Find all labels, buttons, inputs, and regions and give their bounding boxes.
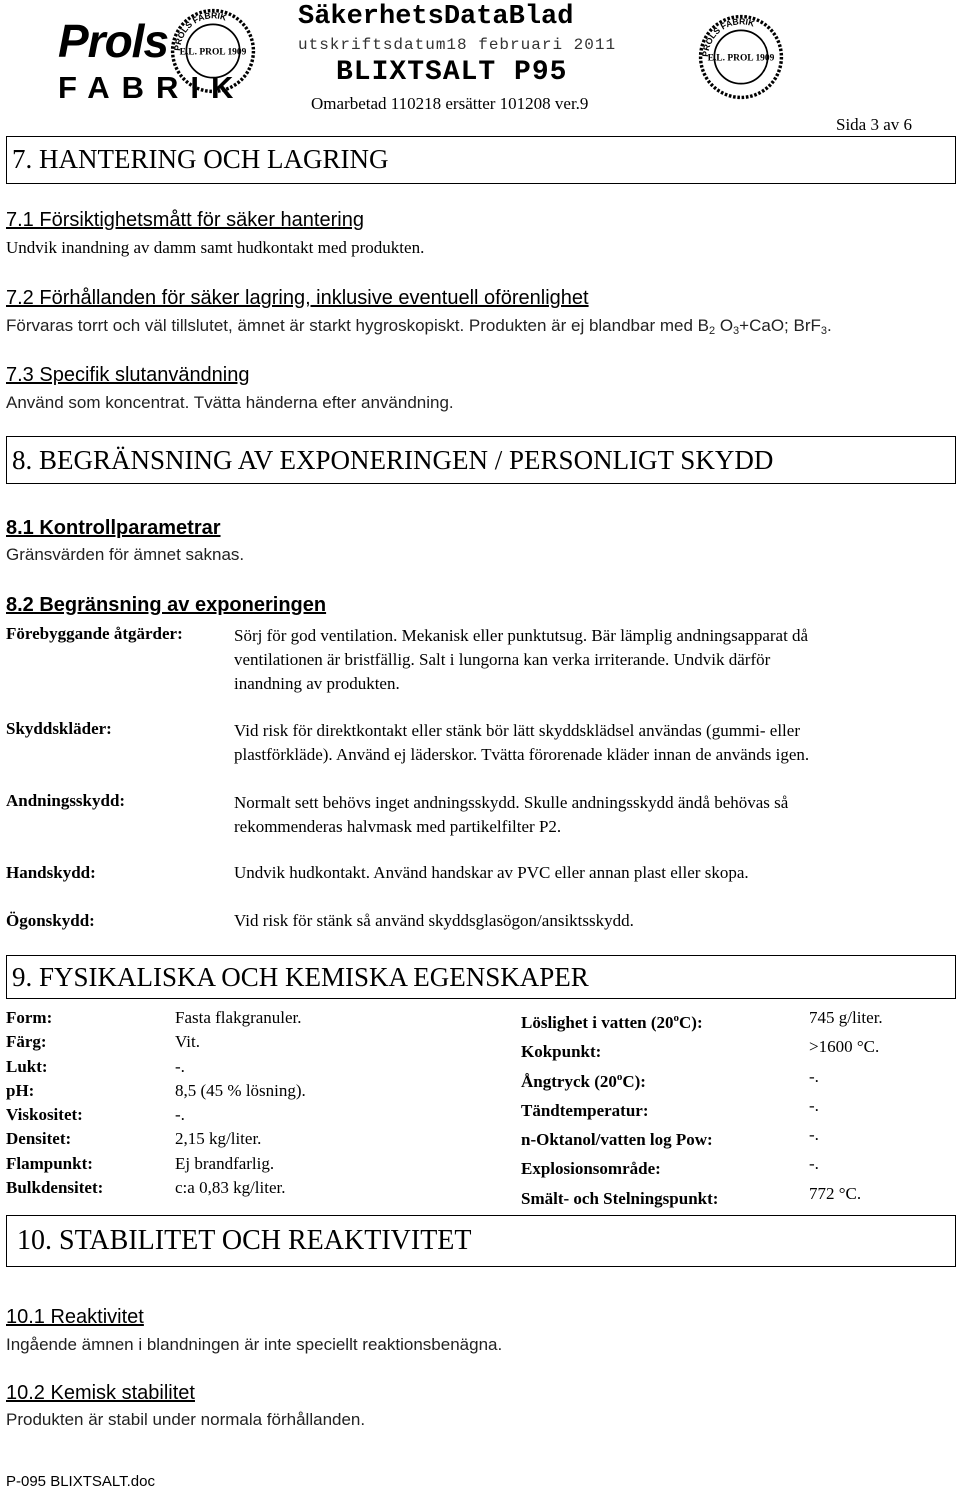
section-10-2-text: Produkten är stabil under normala förhållanden. — [6, 1410, 366, 1429]
protection-text: Undvik hudkontakt. Använd handskar av PVC eller annan plast eller skopa. — [234, 863, 749, 882]
property-value: -. — [809, 1066, 819, 1086]
section-9-heading: 9. FYSIKALISKA OCH KEMISKA EGENSKAPER — [6, 955, 956, 999]
page-number: Sida 3 av 6 — [836, 115, 913, 134]
property-row — [521, 1035, 951, 1064]
seal-right-center-text: E.L. PROL 1909 — [707, 53, 775, 64]
property-value: >1600 °C. — [809, 1037, 880, 1057]
property-label: Densitet: — [6, 1129, 72, 1149]
property-value: 772 °C. — [809, 1183, 862, 1203]
protection-line: Vid risk för direktkontakt eller stänk bör lätt skyddsklädsel användas (gummi- eller — [234, 721, 800, 740]
section-7-1-text: Undvik inandning av damm samt hudkontakt med produkten. — [6, 238, 425, 257]
property-label: Lukt: — [6, 1056, 48, 1076]
section-8-heading: 8. BEGRÄNSNING AV EXPONERINGEN / PERSONLIGT SKYDD — [6, 436, 956, 484]
property-label: Ångtryck (20$^o$C): — [521, 1070, 646, 1091]
property-label: Kokpunkt: — [521, 1042, 602, 1062]
property-row — [6, 1055, 506, 1079]
property-value: -. — [175, 1056, 185, 1076]
protection-text — [234, 719, 809, 767]
section-8-1-text: Gränsvärden för ämnet saknas. — [6, 545, 245, 564]
section-10-1-text: Ingående ämnen i blandningen är inte speciellt reaktionsbenägna. — [6, 1335, 503, 1354]
property-row — [6, 1176, 506, 1200]
section-10-heading: 10. STABILITET OCH REAKTIVITET — [6, 1215, 956, 1267]
protection-text — [234, 791, 788, 839]
section-10-2-heading: 10.2 Kemisk stabilitet — [6, 1382, 195, 1404]
section-7-2-text: Förvaras torrt och väl tillslutet, ämnet är starkt hygroskopiskt. Produkten är ej blandbar med $B_2$ $O_3+CaO$; BrF$_3$. — [6, 316, 832, 337]
protection-text — [234, 624, 808, 696]
property-label: Löslighet i vatten (20$^o$C): — [521, 1012, 703, 1032]
protection-line: plastförkläde). Använd ej läderskor. Tvätta förorenade kläder innan de används igen. — [234, 745, 810, 764]
property-label: Form: — [6, 1008, 53, 1027]
properties-right-column — [521, 1006, 951, 1211]
property-row — [521, 1123, 951, 1152]
svg-text:PROLS FABRIK — [700, 16, 756, 57]
protection-label: Andningsskydd: — [6, 791, 126, 810]
property-label: Tändtemperatur: — [521, 1100, 649, 1120]
section-7-3-text: Använd som koncentrat. Tvätta händerna efter användning. — [6, 393, 454, 412]
section-7-3-heading: 7.3 Specifik slutanvändning — [6, 364, 250, 386]
property-row — [521, 1152, 951, 1181]
seal-left-center-text: E.L. PROL 1909 — [179, 47, 247, 58]
property-row — [521, 1094, 951, 1123]
property-value: 745 g/liter. — [809, 1008, 883, 1027]
property-value: 2,15 kg/liter. — [175, 1129, 262, 1149]
logo-subtitle: FABRIK — [58, 70, 246, 105]
property-label: n-Oktanol/vatten log Pow: — [521, 1130, 713, 1150]
property-row — [6, 1006, 506, 1030]
property-value: -. — [809, 1125, 819, 1145]
property-value: -. — [175, 1105, 185, 1125]
property-label: pH: — [6, 1080, 35, 1100]
section-8-1-heading: 8.1 Kontrollparametrar — [6, 517, 221, 539]
property-label: Flampunkt: — [6, 1153, 93, 1173]
company-seal-left-icon — [170, 8, 256, 94]
property-value: 8,5 (45 % lösning). — [175, 1080, 306, 1100]
print-date: utskriftsdatum18 februari 2011 — [298, 36, 617, 54]
property-value: -. — [809, 1095, 819, 1115]
section-7-1-heading: 7.1 Försiktighetsmått för säker hantering — [6, 209, 364, 231]
property-value: Vit. — [175, 1032, 200, 1052]
company-seal-right-icon — [698, 14, 784, 100]
protection-line: Normalt sett behövs inget andningsskydd. Skulle andningsskydd ändå behövas så — [234, 793, 789, 812]
property-value: c:a 0,83 kg/liter. — [175, 1178, 286, 1198]
protection-line: ventilationen är bristfällig. Salt i lungorna kan verka irriterande. Undvik därför — [234, 650, 771, 669]
protection-label: Skyddskläder: — [6, 719, 112, 738]
revision-info: Omarbetad 110218 ersätter 101208 ver.9 — [311, 94, 589, 113]
property-label: Färg: — [6, 1032, 47, 1052]
property-row — [521, 1182, 951, 1211]
property-value: Ej brandfarlig. — [175, 1153, 275, 1173]
section-8-2-heading: 8.2 Begränsning av exponeringen — [6, 594, 327, 616]
protection-label: Förebyggande åtgärder: — [6, 624, 183, 643]
protection-line: Sörj för god ventilation. Mekanisk eller punktutsug. Bär lämplig andningsapparat då — [234, 626, 809, 645]
seal-left-top-text: PROLS FABRIK — [172, 10, 228, 52]
protection-line: rekommenderas halvmask med partikelfilter P2. — [234, 817, 562, 836]
property-row — [521, 1006, 951, 1035]
properties-left-column — [6, 1006, 506, 1200]
section-10-1-heading: 10.1 Reaktivitet — [6, 1306, 144, 1328]
document-title: SäkerhetsDataBlad — [298, 2, 574, 32]
property-label: Explosionsområde: — [521, 1159, 661, 1179]
logo-wordmark: Prols — [58, 15, 169, 67]
property-label: Smält- och Stelningspunkt: — [521, 1188, 719, 1208]
property-row — [521, 1065, 951, 1094]
property-value: -. — [809, 1154, 819, 1174]
footer-filename: P-095 BLIXTSALT.doc — [6, 1473, 155, 1490]
property-row — [6, 1030, 506, 1054]
property-label: Viskositet: — [6, 1105, 83, 1125]
property-label: Bulkdensitet: — [6, 1178, 104, 1198]
seal-right-top-text: PROLS FABRIK — [700, 16, 756, 58]
section-7-2-heading: 7.2 Förhållanden för säker lagring, inklusive eventuell oförenlighet — [6, 287, 589, 309]
protection-label: Ögonskydd: — [6, 911, 95, 930]
property-row — [6, 1103, 506, 1127]
property-row — [6, 1127, 506, 1151]
section-7-heading: 7. HANTERING OCH LAGRING — [6, 136, 956, 184]
svg-text:PROLS FABRIK — [172, 10, 228, 51]
product-name: BLIXTSALT P95 — [336, 57, 568, 88]
property-value: Fasta flakgranuler. — [175, 1008, 302, 1027]
protection-text: Vid risk för stänk så använd skyddsglasögon/ansiktsskydd. — [234, 911, 634, 930]
protection-line: inandning av produkten. — [234, 674, 400, 693]
property-row — [6, 1152, 506, 1176]
protection-label: Handskydd: — [6, 863, 96, 882]
property-row — [6, 1079, 506, 1103]
